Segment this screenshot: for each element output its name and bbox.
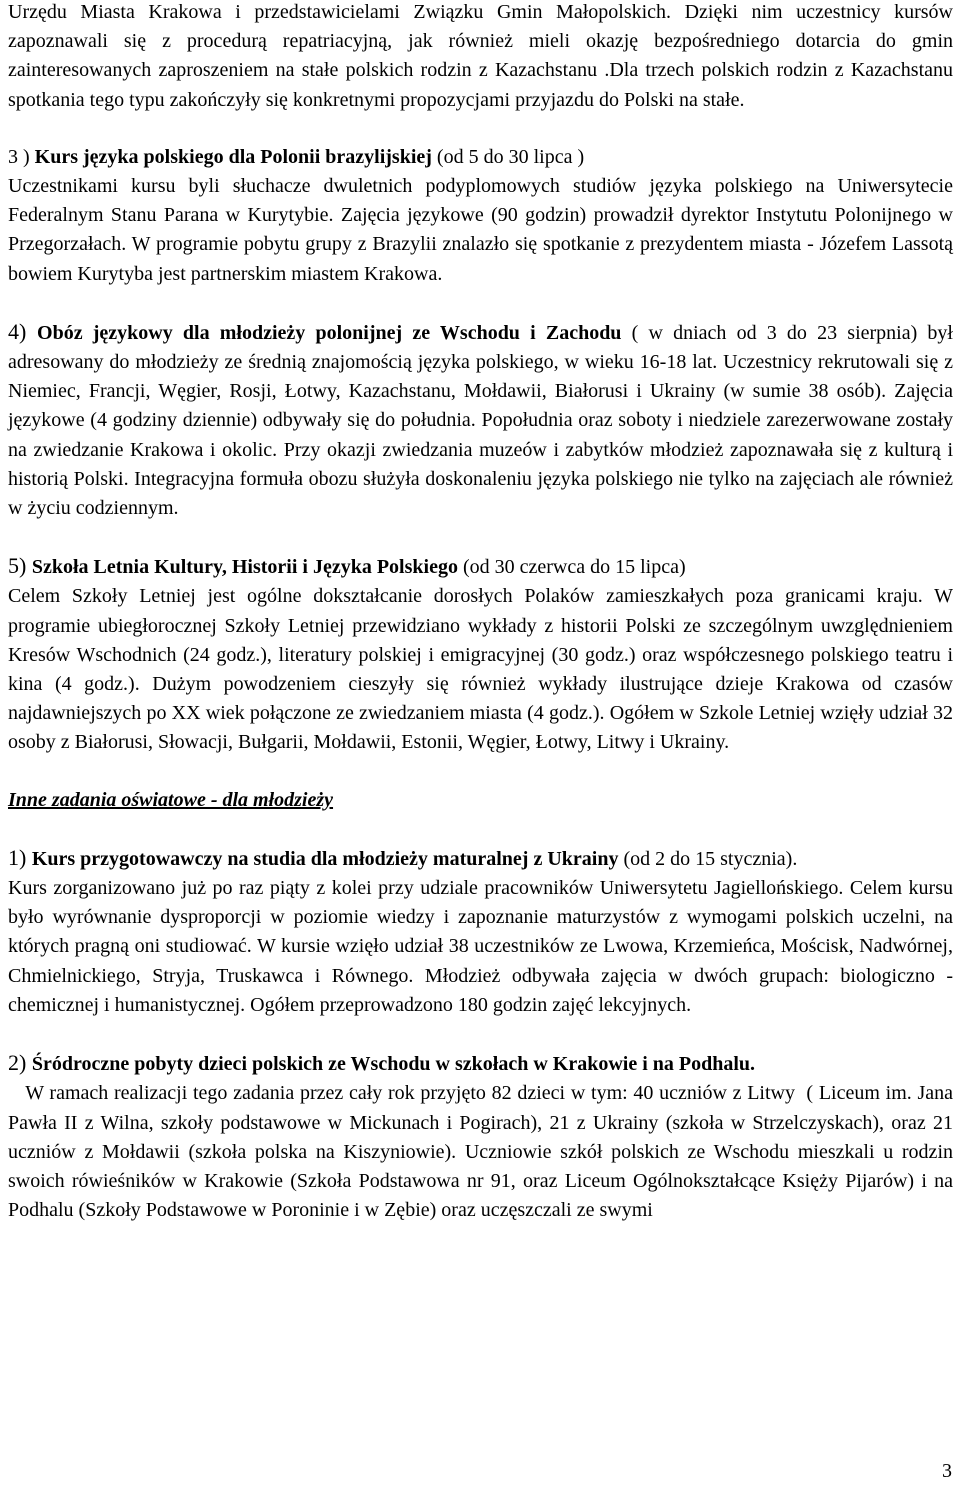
- paragraph-kazakhstan-families: Urzędu Miasta Krakowa i przedstawicielami Związku Gmin Małopolskich. Dzięki nim uczestnicy kursów zapoznawali się z procedurą repatriacyjną, jak również mieli okazję bezpośredniego dotarcia do gmin zainteresowanych zaproszeniem na stałe polskich rodzin z Kazachstanu .Dla trzech polskich rodzin z Kazachstanu spotkania tego typu zakończyły się konkretnymi propozycjami przyjazdu do Polski na stałe.: [8, 1, 953, 111]
- task-preparatory-course-header: [8, 843, 953, 874]
- section-body: ( w dniach od 3 do 23 sierpnia) był adresowany do młodzieży ze średnią znajomością języka polskiego, w wieku 16-18 lat. Uczestnicy rekrutowali się z Niemiec, Francji, Węgier, Rosji, Łotwy, Kazachstanu, Mołdawii, Białorusi i Ukrainy (w sumie 38 osób). Zajęcia językowe (4 godziny dziennie) odbywały się do południa. Popołudnia oraz soboty i niedziele zarezerwowane zostały na zwiedzanie Krakowa i okolic. Przy okazji zwiedzania muzeów i zabytków młodzież zapoznawała się z kulturą i historią Polski. Integracyjna formuła obozu służyła doskonaleniu języka polskiego nie tylko na zajęciach ale również w życiu codziennym.: [8, 321, 953, 520]
- page-number: 3: [942, 1460, 952, 1482]
- heading-other-tasks: [8, 786, 953, 815]
- task-title: Kurs przygotowawczy na studia dla młodzieży maturalnej z Ukrainy: [31, 847, 619, 870]
- section-body: Celem Szkoły Letniej jest ogólne dokształcanie dorosłych Polaków zamieszkałych poza granicami kraju. W programie ubiegłorocznej Szkoły Letniej przewidziano wykłady z historii Polski ze szczególnym uwzględnieniem Kresów Wschodnich (24 godz.), literatury polskiej i emigracyjnej (30 godz.) oraz współczesnego polskiego teatru i kina (4 godz.). Dużym powodzeniem cieszyły się również wykłady ilustrujące dzieje Krakowa od czasów najdawniejszych po XX wiek połączone ze zwiedzaniem miasta (4 godz.). Ogółem w Szkole Letniej wzięły udział 32 osoby z Białorusi, Słowacji, Bułgarii, Mołdawii, Estonii, Węgier, Łotwy, Litwy i Ukrainy.: [8, 585, 953, 754]
- section-brazil-course: [8, 143, 953, 289]
- task-dates: (od 2 do 15 stycznia).: [618, 847, 798, 870]
- section-body: Uczestnikami kursu byli słuchacze dwuletnich podyplomowych studiów języka polskiego na Uniwersytecie Federalnym Stanu Parana w Kurytybie. Zajęcia językowe (90 godzin) prowadził dyrektor Instytutu Polonijnego w Przegorzałach. W programie pobytu grupy z Brazylii znalazło się spotkanie z prezydentem miasta - Józefem Lassotą bowiem Kurytyba jest partnerskim miastem Krakowa.: [8, 175, 953, 285]
- task-school-stays-header: [8, 1048, 953, 1079]
- section-dates: (od 30 czerwca do 15 lipca): [457, 556, 686, 579]
- task-title: Śródroczne pobyty dzieci polskich ze Wschodu w szkołach w Krakowie i na Podhalu.: [31, 1053, 756, 1076]
- task-preparatory-course-body: Kurs zorganizowano już po raz piąty z kolei przy udziale pracowników Uniwersytetu Jagiellońskiego. Celem kursu było wyrównanie dysproporcji w poziomie wiedzy i zapoznanie maturzystów z wymogami polskich uczelni, na których pragną oni studiować. W kursie wzięło udział 38 uczestników ze Lwowa, Krzemieńca, Mościsk, Nadwórnej, Chmielnickiego, Stryja, Truskawca i Równego. Młodzież odbywała zajęcia w dwóch grupach: biologiczno - chemicznej i humanistycznej. Ogółem przeprowadzono 180 godzin zajęć lekcyjnych.: [8, 877, 953, 1016]
- section-number: 3 ): [8, 145, 35, 168]
- section-number: 4): [8, 318, 38, 344]
- section-summer-school: [8, 551, 953, 757]
- task-number: 1): [8, 844, 32, 870]
- section-number: 5): [8, 553, 32, 579]
- section-heading: Inne zadania oświatowe - dla młodzieży: [8, 788, 334, 811]
- task-number: 2): [8, 1050, 32, 1076]
- section-title: Szkoła Letnia Kultury, Historii i Języka Polskiego: [31, 556, 458, 579]
- section-title: Obóz językowy dla młodzieży polonijnej ze Wschodu i Zachodu: [37, 321, 622, 344]
- task-school-stays-body: W ramach realizacji tego zadania przez cały rok przyjęto 82 dzieci w tym: 40 uczniów z Litwy ( Liceum im. Jana Pawła II z Wilna, szkoły podstawowe w Mickunach i Pogirach), 21 z Ukrainy (szkoła w Strzelczyskach), oraz 21 uczniów z Mołdawii (szkoła polska na Kiszyniowie). Uczniowie szkół polskich ze Wschodu mieszkali u rodzin swoich rówieśników w Krakowie (Szkoła Podstawowa nr 91, oraz Liceum Ogólnokształcące Księży Pijarów) i na Podhalu (Szkoły Podstawowe w Poroninie i w Zębie) oraz uczęszczali ze swymi: [8, 1082, 959, 1222]
- section-title: Kurs języka polskiego dla Polonii brazylijskiej: [34, 145, 432, 168]
- section-language-camp: [8, 317, 953, 523]
- section-dates: (od 5 do 30 lipca ): [431, 145, 585, 168]
